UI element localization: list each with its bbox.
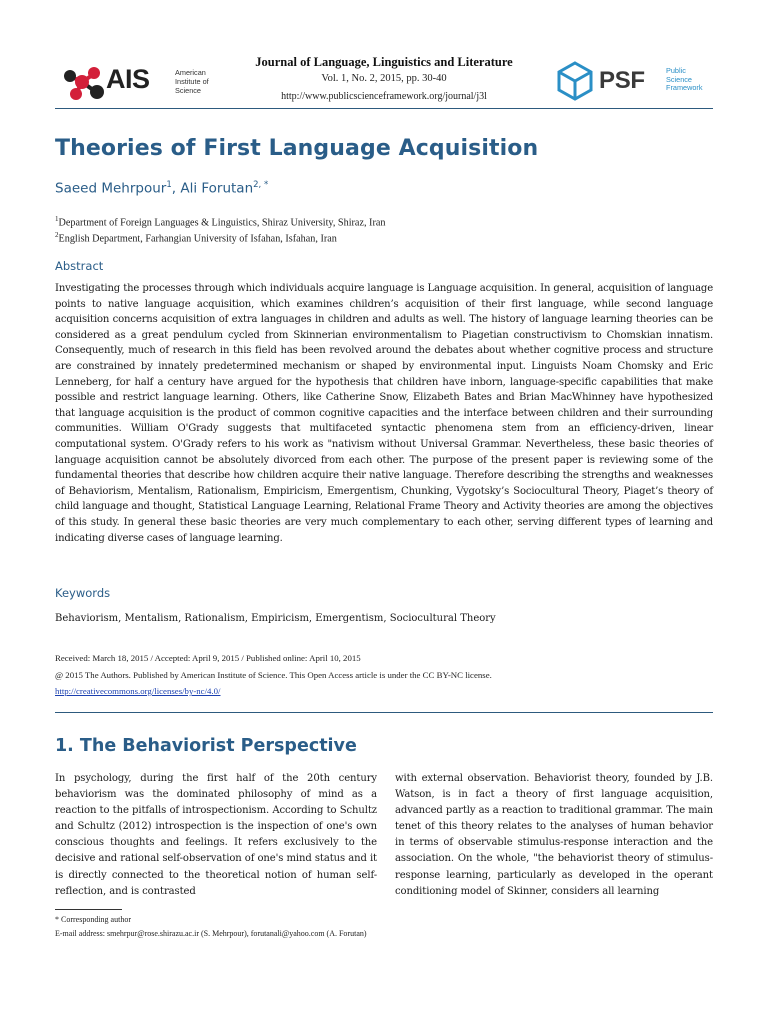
- journal-title: Journal of Language, Linguistics and Literature: [255, 55, 513, 69]
- header-divider: [55, 108, 713, 109]
- author-separator: ,: [171, 180, 181, 197]
- section-1-left-column: In psychology, during the first half of the 20th century behaviorism was the dominated philosophy of mind as a reaction to the pitfalls of introspectionism. According to Schultz and Schultz (2012) introspection is the inspection of one's own conscious thoughts and feelings. It refers exclusively to the decisive and rational self-observation of one's mind status and it is directly connected to the theoretical notion of human self-reflection, and is contrasted: [55, 773, 377, 897]
- psf-cube-icon: [555, 60, 595, 102]
- section-1-heading: 1. The Behaviorist Perspective: [55, 736, 357, 756]
- publication-dates: Received: March 18, 2015 / Accepted: April 9, 2015 / Published online: April 10, 2015: [55, 653, 361, 663]
- author-2: Ali Forutan: [180, 180, 254, 197]
- ais-subtitle: American Institute of Science: [175, 68, 209, 95]
- psf-subtitle: Public Science Framework: [666, 66, 703, 93]
- ais-molecule-icon: [60, 62, 106, 102]
- psf-wordmark: PSF: [599, 67, 645, 94]
- abstract-text: Investigating the processes through which individuals acquire language is Language acquisition. In general, acquisition of language points to native language acquisition, which examines children’s acquisition of their first language, while second language acquisition concerns acquisition of extra languages in children and adults as well. The history of language learning theories can be considered as a great pendulum cycled from Skinnerian environmentalism to Piagetian constructivism to Chomskian innatism. Consequently, much of research in this field has been revolved around the debates about whether cognitive process and structure are constrained by innately predetermined mechanism or shaped by environmental input. Linguists Noam Chomsky and Eric Lenneberg, for half a century have argued for the hypothesis that children have inborn, language-specific capabilities that make possible and restrict language learning. Others, like Catherine Snow, Elizabeth Bates and Brian MacWhinney have hypothesized that language acquisition is the product of common cognitive capacities and the interface between children and their surrounding communities. William O'Grady suggests that multifaceted syntactic phenomena stem from an efficiency-driven, linear computational system. O'Grady refers to his work as "nativism without Universal Grammar. Nevertheless, these basic theories of language acquisition cannot be absolutely divorced from each other. The purpose of the present paper is reviewing some of the fundamental theories that describe how children acquire their native language. Therefore describing the strengths and weaknesses of Behaviorism, Mentalism, Rationalism, Empiricism, Emergentism, Chunking, Vygotsky’s Sociocultural Theory, Piaget’s theory of child language and thought, Statistical Language Learning, Relational Frame Theory and Activity theories are among the objectives of this study. In general these basic theories are very much complementary to each other, serving different types of learning and indicating diverse cases of language learning.: [55, 283, 713, 544]
- footnote-divider: [55, 909, 122, 910]
- email-address-note: E-mail address: smehrpur@rose.shirazu.ac.ir (S. Mehrpour), forutanali@yahoo.com (A. Forutan): [55, 929, 367, 938]
- corresponding-author-note: * Corresponding author: [55, 915, 131, 924]
- abstract-heading: Abstract: [55, 259, 104, 273]
- keywords-heading: Keywords: [55, 586, 111, 600]
- keywords-text: Behaviorism, Mentalism, Rationalism, Empiricism, Emergentism, Sociocultural Theory: [55, 613, 496, 624]
- license-text: @ 2015 The Authors. Published by American Institute of Science. This Open Access article is under the CC BY-NC license.: [55, 670, 492, 680]
- author-1-sup: 1: [166, 180, 172, 190]
- affiliation-2: $^2$English Department, Farhangian University of Isfahan, Isfahan, Iran: [55, 231, 337, 245]
- paper-title: Theories of First Language Acquisition: [55, 136, 539, 161]
- author-1: Saeed Mehrpour: [55, 180, 167, 197]
- psf-logo: [555, 60, 725, 102]
- license-link-row: [55, 686, 220, 696]
- journal-volume: Vol. 1, No. 2, 2015, pp. 30-40: [321, 73, 447, 84]
- affiliation-1: $^1$Department of Foreign Languages & Linguistics, Shiraz University, Shiraz, Iran: [55, 215, 386, 229]
- author-2-sup: 2, *: [253, 180, 269, 190]
- authors: [55, 180, 268, 197]
- section-divider: [55, 712, 713, 713]
- ais-wordmark: AIS: [106, 64, 150, 94]
- license-link[interactable]: http://creativecommons.org/licenses/by-nc/4.0/: [55, 686, 221, 696]
- section-1-right-column: with external observation. Behaviorist theory, founded by J.B. Watson, is in fact a theory of first language acquisition, advanced partly as a reaction to traditional grammar. The main tenet of this theory relates to the analyses of human behavior in terms of observable stimulus-response interaction and the association. On the whole, "the behaviorist theory of stimulus-response learning, particularly as developed in the operant conditioning model of Skinner, considers all learning: [395, 773, 713, 897]
- journal-url[interactable]: http://www.publicscienceframework.org/journal/j3l: [281, 91, 487, 102]
